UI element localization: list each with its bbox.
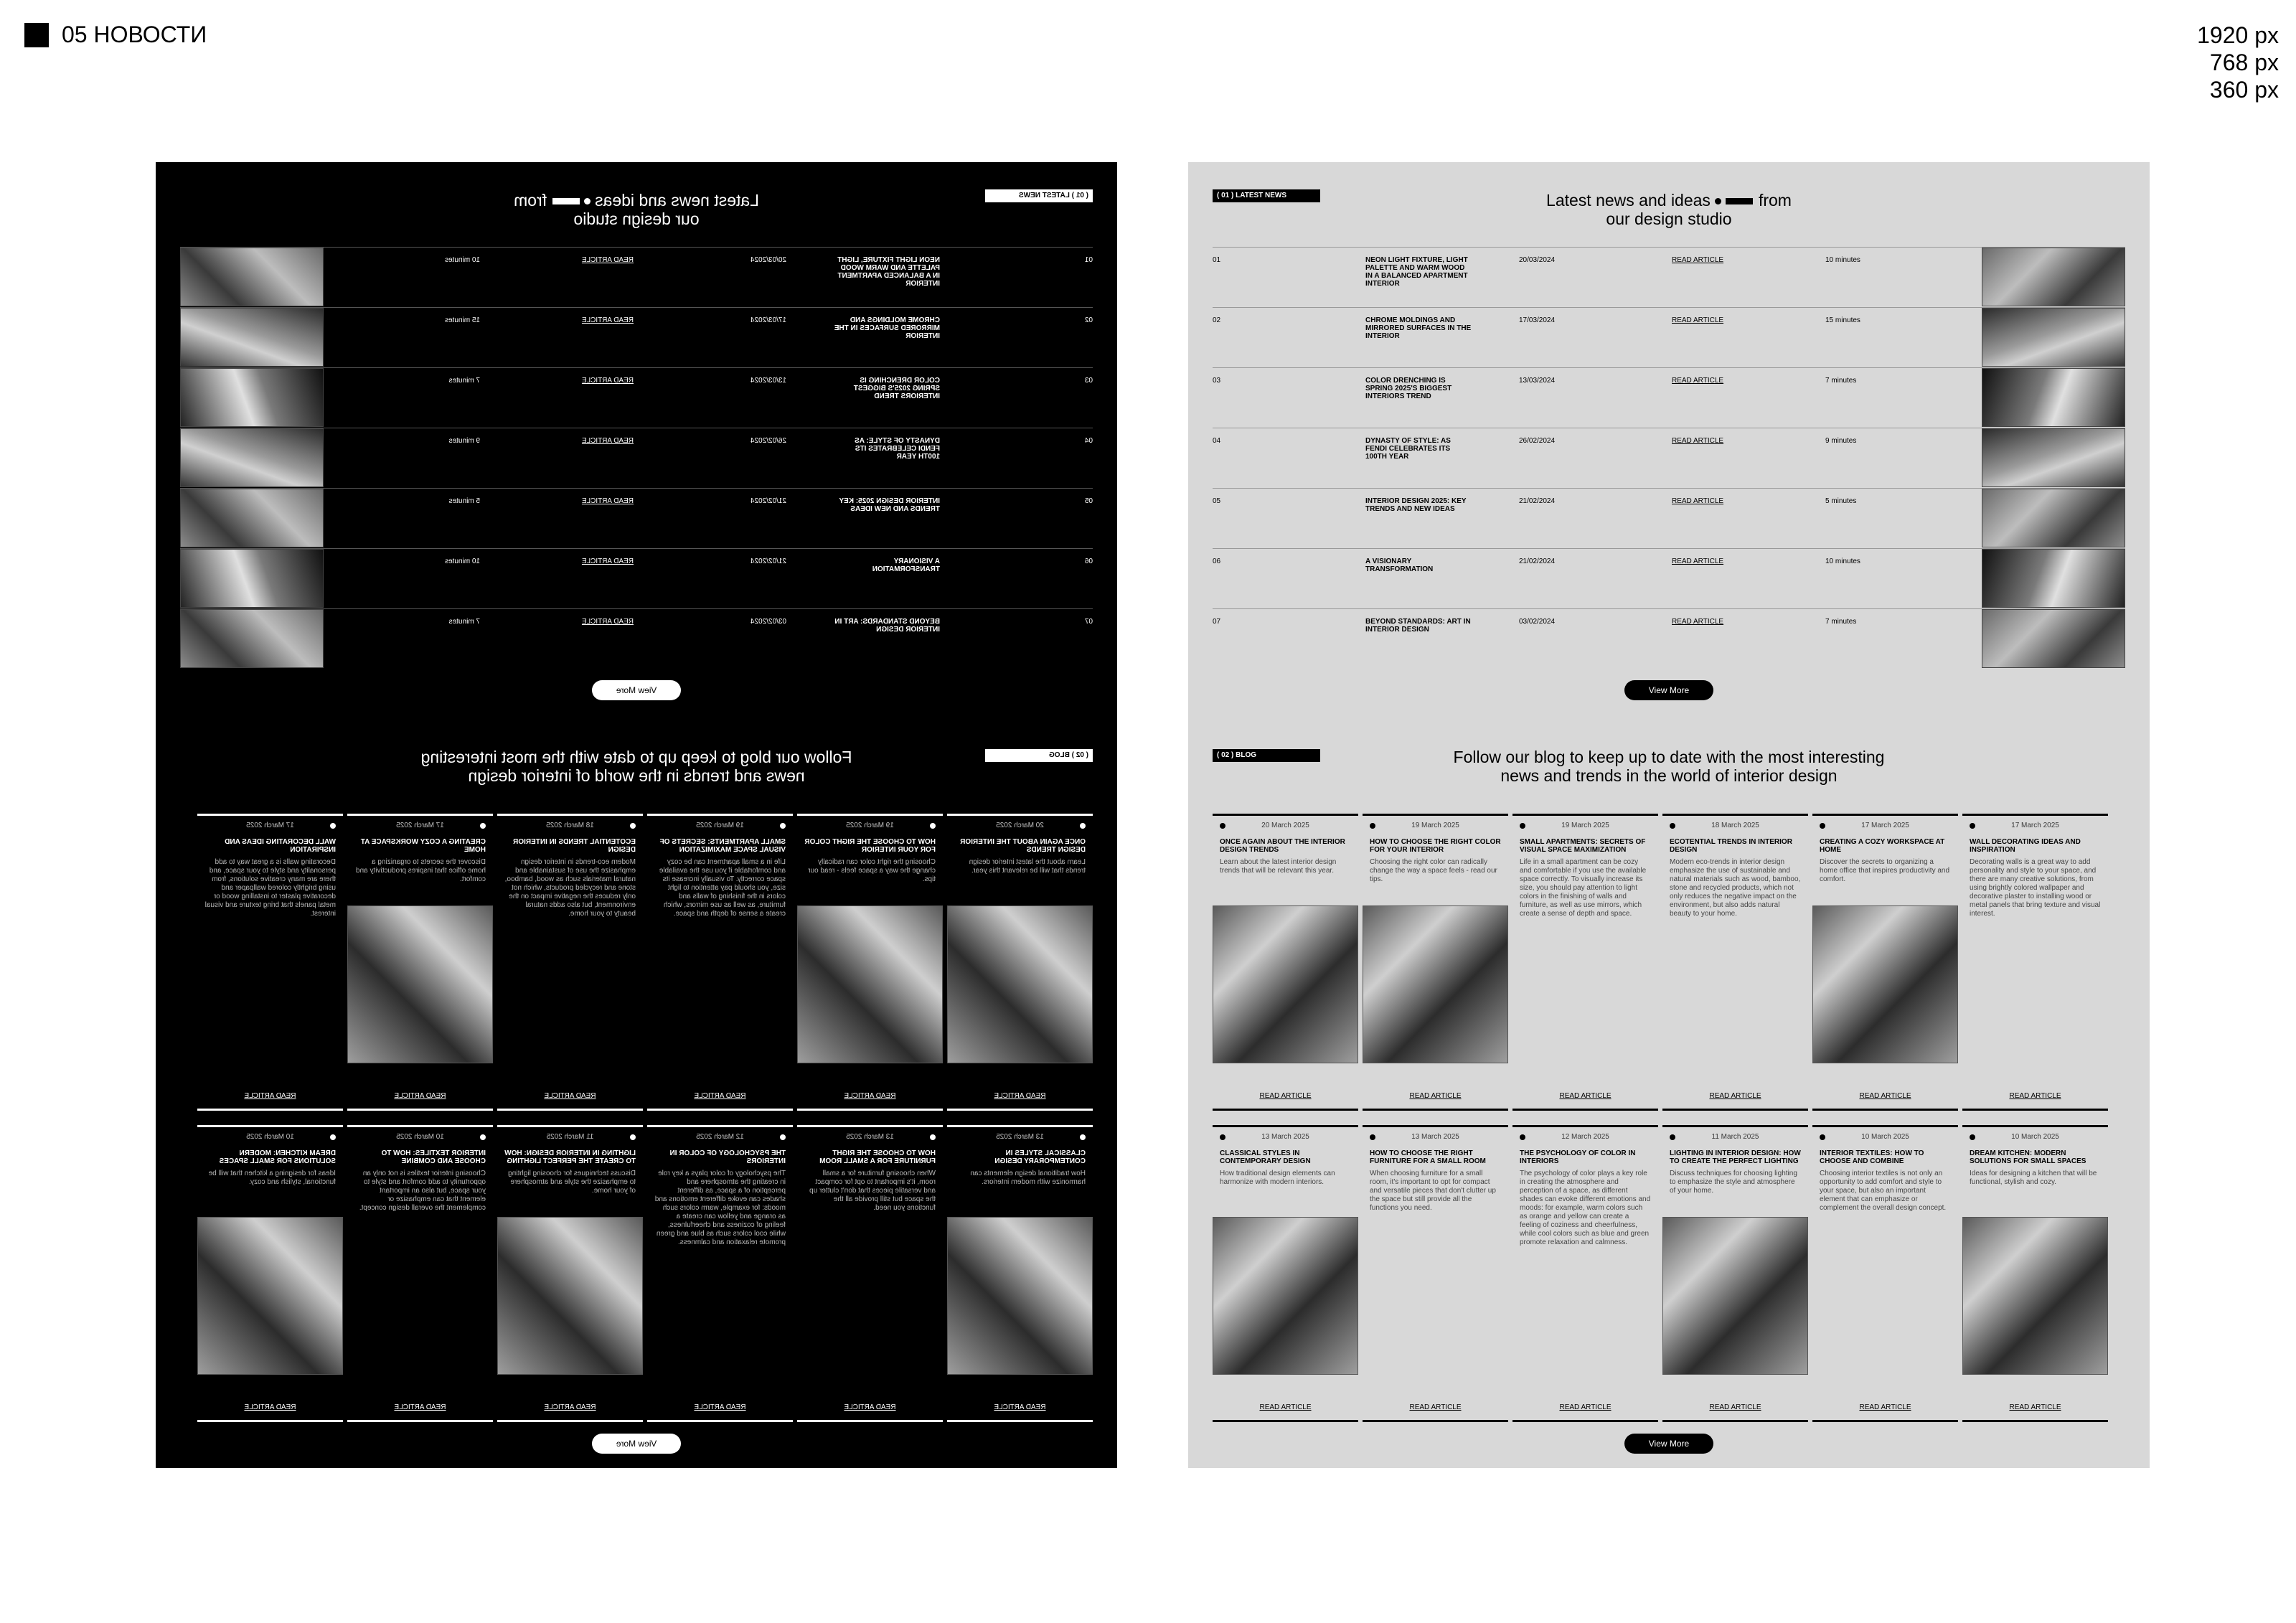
news-row[interactable]	[180, 428, 1093, 488]
read-article-link[interactable]: READ ARTICLE	[581, 618, 634, 626]
news-row[interactable]	[180, 548, 1093, 608]
blog-card[interactable]	[1363, 1125, 1508, 1422]
read-article-link[interactable]: READ ARTICLE	[1859, 1092, 1911, 1100]
read-article-link[interactable]: READ ARTICLE	[1672, 437, 1724, 445]
read-time: 7 minutes	[448, 618, 480, 626]
card-date: 11 March 2025	[546, 1133, 594, 1141]
card-text: The psychology of color plays a key role in creating the atmosphere and perception of a space, as different shades can evoke different emotions and moods: for example, warm colors such as orange and yellow can create a feeling of coziness and cheerfulness, while cool colors such as blue and green promote relaxation and calmness.	[654, 1170, 786, 1246]
card-image	[1662, 1217, 1808, 1375]
card-date: 20 March 2025	[1261, 822, 1309, 829]
news-date: 13/03/2024	[1519, 377, 1556, 385]
news-row[interactable]	[1213, 488, 2125, 548]
read-article-link[interactable]: READ ARTICLE	[394, 1092, 446, 1100]
blog-tag: ( 02 ) BLOG	[1213, 749, 1320, 762]
blog-header	[180, 742, 1093, 814]
blog-card[interactable]	[347, 1125, 493, 1422]
read-article-link[interactable]: READ ARTICLE	[994, 1403, 1046, 1411]
card-text: Modern eco-trends in interior design emphasize the use of sustainable and natural materials such as wood, bamboo, stone and recycled products, which not only reduces the negative impact on the environment, but also adds natural beauty to your home.	[1670, 858, 1801, 918]
title-bar-icon	[1726, 198, 1753, 204]
card-title: CLASSICAL STYLES IN CONTEMPORARY DESIGN	[994, 1149, 1086, 1165]
news-title-text: INTERIOR DESIGN 2025: KEY TRENDS AND NEW IDEAS	[839, 497, 940, 513]
news-date: 21/02/2024	[1519, 558, 1556, 565]
news-thumbnail	[1982, 489, 2125, 547]
news-thumbnail	[180, 489, 324, 547]
news-date: 21/02/2024	[750, 497, 786, 505]
news-thumbnail	[180, 248, 324, 306]
card-title: CREATING A COZY WORKSPACE AT HOME	[1820, 838, 1945, 854]
card-text: Life in a small apartment can be cozy and comfortable if you use the available space correctly. To visually increase its size, you should pay attention to light colors in the finishing of walls and furniture, as well as use mirrors, which create a sense of depth and space.	[1520, 858, 1647, 918]
card-date: 10 March 2025	[1861, 1133, 1909, 1141]
news-number: 07	[1213, 618, 1221, 626]
news-date: 20/03/2024	[750, 256, 786, 264]
blog-card[interactable]	[197, 814, 343, 1111]
card-title: SMALL APARTMENTS: SECRETS OF VISUAL SPACE MAXIMIZATION	[659, 838, 786, 854]
news-title-from: from	[514, 191, 547, 210]
card-text: How traditional design elements can harmonize with modern interiors.	[970, 1170, 1086, 1186]
card-title: HOW TO CHOOSE THE RIGHT FURNITURE FOR A SMALL ROOM	[1370, 1149, 1486, 1165]
news-number: 01	[1084, 256, 1093, 264]
news-title-line1: Latest news and ideas	[1546, 191, 1711, 210]
blog-card[interactable]	[947, 814, 1093, 1111]
news-date: 03/02/2024	[1519, 618, 1556, 626]
read-article-link[interactable]: READ ARTICLE	[581, 377, 634, 385]
news-date: 13/03/2024	[750, 377, 786, 385]
panel-content	[180, 162, 1093, 1468]
news-thumbnail	[1982, 368, 2125, 427]
blog-card[interactable]	[497, 814, 643, 1111]
blog-card[interactable]	[1662, 1125, 1808, 1422]
read-time: 15 minutes	[1825, 316, 1860, 324]
card-date: 13 March 2025	[1411, 1133, 1459, 1141]
card-date: 13 March 2025	[996, 1133, 1044, 1141]
card-title: HOW TO CHOOSE THE RIGHT COLOR FOR YOUR INTERIOR	[1370, 838, 1501, 854]
card-image	[1812, 905, 1958, 1063]
read-time: 10 minutes	[445, 558, 480, 565]
news-date: 17/03/2024	[1519, 316, 1556, 324]
view-more-button[interactable]: View More	[592, 680, 681, 700]
read-article-link[interactable]: READ ARTICLE	[1672, 316, 1724, 324]
card-date: 12 March 2025	[1561, 1133, 1609, 1141]
news-title-text: CHROME MOLDINGS AND MIRRORED SURFACES IN THE INTERIOR	[834, 316, 940, 340]
card-title: WALL DECORATING IDEAS AND INSPIRATION	[225, 838, 336, 854]
news-row[interactable]	[180, 247, 1093, 307]
read-article-link[interactable]: READ ARTICLE	[1672, 618, 1724, 626]
read-time: 7 minutes	[1825, 618, 1857, 626]
blog-card[interactable]	[197, 1125, 343, 1422]
news-title-text: BEYOND STANDARDS: ART IN INTERIOR DESIGN	[834, 618, 940, 634]
card-text: Decorating walls is a great way to add personality and style to your space, and there are many creative solutions, from using brightly colored wallpaper and decorative plaster to installing wood or metal panels that bring texture and visual interest.	[204, 858, 336, 918]
read-time: 10 minutes	[1825, 558, 1860, 565]
read-time: 5 minutes	[448, 497, 480, 505]
size-desktop: 1920 px	[2197, 22, 2279, 48]
news-title	[1418, 191, 1920, 228]
card-text: Discover the secrets to organizing a home office that inspires productivity and comfort.	[355, 858, 486, 883]
dark-mirrored-panel	[156, 162, 1117, 1468]
news-row[interactable]	[1213, 428, 2125, 488]
blog-card[interactable]	[1512, 814, 1658, 1111]
read-time: 10 minutes	[1825, 256, 1860, 264]
card-text: How traditional design elements can harmonize with modern interiors.	[1220, 1170, 1335, 1186]
news-title	[385, 191, 888, 228]
news-tag: ( 01 ) LATEST NEWS	[985, 189, 1093, 202]
read-time: 15 minutes	[445, 316, 480, 324]
read-article-link[interactable]: READ ARTICLE	[1859, 1403, 1911, 1411]
card-title: LIGHTING IN INTERIOR DESIGN: HOW TO CREATE THE PERFECT LIGHTING	[1670, 1149, 1801, 1165]
news-title-text: NEON LIGHT FIXTURE, LIGHT PALETTE AND WARM WOOD IN A BALANCED APARTMENT INTERIOR	[1365, 256, 1468, 288]
title-dot-icon	[584, 198, 591, 204]
card-date: 13 March 2025	[1261, 1133, 1309, 1141]
card-image	[797, 905, 943, 1063]
card-text: Modern eco-trends in interior design emphasize the use of sustainable and natural materials such as wood, bamboo, stone and recycled products, which not only reduces the negative impact on the environment, but also adds natural beauty to your home.	[504, 858, 636, 918]
blog-card[interactable]	[947, 1125, 1093, 1422]
blog-card[interactable]	[1812, 1125, 1958, 1422]
card-image	[947, 905, 1093, 1063]
blog-card[interactable]	[1512, 1125, 1658, 1422]
card-title: THE PSYCHOLOGY OF COLOR IN INTERIORS	[1520, 1149, 1636, 1165]
card-text: Choosing interior textiles is not only an opportunity to add comfort and style to your space, but also an important element that can emphasize or complement the overall design concept.	[359, 1170, 486, 1212]
read-article-link[interactable]: READ ARTICLE	[581, 437, 634, 445]
blog-card[interactable]	[347, 814, 493, 1111]
news-title-text: A VISIONARY TRANSFORMATION	[1365, 558, 1434, 573]
read-article-link[interactable]: READ ARTICLE	[581, 316, 634, 324]
blog-card[interactable]	[1213, 814, 1358, 1111]
blog-card[interactable]	[797, 1125, 943, 1422]
card-image	[1363, 905, 1508, 1063]
card-image	[1962, 1217, 2108, 1375]
news-row[interactable]	[1213, 367, 2125, 428]
read-article-link[interactable]: READ ARTICLE	[581, 497, 634, 505]
news-title-text: CHROME MOLDINGS AND MIRRORED SURFACES IN THE INTERIOR	[1365, 316, 1472, 340]
news-row[interactable]	[180, 307, 1093, 367]
news-title-line2: our design studio	[573, 210, 700, 228]
news-date: 26/02/2024	[1519, 437, 1556, 445]
read-article-link[interactable]: READ ARTICLE	[1259, 1403, 1312, 1411]
blog-cards-row	[1213, 814, 2125, 1111]
card-title: ONCE AGAIN ABOUT THE INTERIOR DESIGN TRENDS	[960, 838, 1086, 854]
card-title: INTERIOR TEXTILES: HOW TO CHOOSE AND COMBINE	[1820, 1149, 1924, 1165]
news-row[interactable]	[180, 367, 1093, 428]
light-panel	[1188, 162, 2150, 1468]
card-text: Ideas for designing a kitchen that will be functional, stylish and cozy.	[208, 1170, 336, 1186]
read-article-link[interactable]: READ ARTICLE	[1709, 1092, 1761, 1100]
blog-header	[1213, 742, 2125, 814]
card-date: 10 March 2025	[246, 1133, 294, 1141]
news-title-text: BEYOND STANDARDS: ART IN INTERIOR DESIGN	[1365, 618, 1471, 634]
view-more-button[interactable]: View More	[1624, 680, 1713, 700]
blog-card[interactable]	[1662, 814, 1808, 1111]
title-dot-icon	[1715, 198, 1721, 204]
news-number: 04	[1084, 437, 1093, 445]
card-date: 19 March 2025	[1561, 822, 1609, 829]
read-article-link[interactable]: READ ARTICLE	[544, 1092, 596, 1100]
read-article-link[interactable]: READ ARTICLE	[244, 1092, 296, 1100]
blog-card[interactable]	[1962, 1125, 2108, 1422]
news-thumbnail	[1982, 428, 2125, 487]
card-title: ECOTENTIAL TRENDS IN INTERIOR DESIGN	[513, 838, 636, 854]
card-text: Decorating walls is a great way to add personality and style to your space, and there are many creative solutions, from using brightly colored wallpaper and decorative plaster to installing wood or metal panels that bring texture and visual interest.	[1970, 858, 2101, 918]
read-article-link[interactable]: READ ARTICLE	[994, 1092, 1046, 1100]
read-article-link[interactable]: READ ARTICLE	[1259, 1092, 1312, 1100]
card-text: Choosing interior textiles is not only an opportunity to add comfort and style to your space, but also an important element that can emphasize or complement the overall design concept.	[1820, 1170, 1947, 1212]
blog-title-line2: news and trends in the world of interior design	[468, 766, 805, 785]
news-title-line1: Latest news and ideas	[595, 191, 759, 210]
card-date: 20 March 2025	[996, 822, 1044, 829]
news-number: 01	[1213, 256, 1221, 264]
card-text: Discuss techniques for choosing lighting to emphasize the style and atmosphere of your home.	[1670, 1170, 1797, 1195]
news-thumbnail	[180, 549, 324, 608]
card-image	[197, 1217, 343, 1375]
card-title: ECOTENTIAL TRENDS IN INTERIOR DESIGN	[1670, 838, 1792, 854]
view-more-button[interactable]: View More	[592, 1434, 681, 1454]
size-mobile: 360 px	[2209, 77, 2279, 103]
read-time: 7 minutes	[1825, 377, 1857, 385]
news-list	[1213, 247, 2125, 669]
card-text: Discover the secrets to organizing a home office that inspires productivity and comfort.	[1820, 858, 1950, 883]
card-title: CLASSICAL STYLES IN CONTEMPORARY DESIGN	[1220, 1149, 1311, 1165]
card-title: CREATING A COZY WORKSPACE AT HOME	[360, 838, 486, 854]
read-article-link[interactable]: READ ARTICLE	[694, 1403, 746, 1411]
read-article-link[interactable]: READ ARTICLE	[1559, 1092, 1612, 1100]
card-text: Choosing the right color can radically change the way a space feels - read our tips.	[808, 858, 936, 883]
read-article-link[interactable]: READ ARTICLE	[1672, 256, 1724, 264]
news-number: 05	[1213, 497, 1221, 505]
blog-title-line1: Follow our blog to keep up to date with the most interesting	[420, 748, 852, 766]
card-title: ONCE AGAIN ABOUT THE INTERIOR DESIGN TRENDS	[1220, 838, 1345, 854]
size-tablet: 768 px	[2209, 50, 2279, 75]
read-article-link[interactable]: READ ARTICLE	[844, 1403, 896, 1411]
blog-cards-row	[1213, 1125, 2125, 1422]
read-article-link[interactable]: READ ARTICLE	[1559, 1403, 1612, 1411]
news-title-text: DYNASTY OF STYLE: AS FENDI CELEBRATES ITS 100TH YEAR	[1365, 437, 1451, 461]
blog-card[interactable]	[797, 814, 943, 1111]
card-text: When choosing furniture for a small room, it's important to opt for compact and versatile pieces that don't clutter up the space but still provide all the functions you need.	[1370, 1170, 1496, 1212]
news-title-line2: our design studio	[1606, 210, 1732, 228]
card-title: LIGHTING IN INTERIOR DESIGN: HOW TO CREATE THE PERFECT LIGHTING	[504, 1149, 636, 1165]
card-image	[1213, 1217, 1358, 1375]
news-number: 06	[1084, 558, 1093, 565]
blog-title	[357, 748, 916, 785]
card-date: 18 March 2025	[546, 822, 594, 829]
news-title-from: from	[1758, 191, 1792, 210]
news-title-text: DYNASTY OF STYLE: AS FENDI CELEBRATES ITS 100TH YEAR	[855, 437, 940, 461]
news-date: 21/02/2024	[750, 558, 786, 565]
panel-content	[1213, 162, 2125, 1468]
news-thumbnail	[1982, 248, 2125, 306]
news-number: 07	[1084, 618, 1093, 626]
news-row[interactable]	[1213, 608, 2125, 669]
news-number: 02	[1084, 316, 1093, 324]
news-number: 02	[1213, 316, 1221, 324]
news-number: 05	[1084, 497, 1093, 505]
news-title-text: COLOR DRENCHING IS SPRING 2025'S BIGGEST INTERIORS TREND	[853, 377, 940, 400]
view-more-button[interactable]: View More	[1624, 1434, 1713, 1454]
blog-card[interactable]	[647, 1125, 793, 1422]
news-tag: ( 01 ) LATEST NEWS	[1213, 189, 1320, 202]
card-date: 18 March 2025	[1711, 822, 1759, 829]
card-date: 11 March 2025	[1711, 1133, 1759, 1141]
read-time: 7 minutes	[448, 377, 480, 385]
read-article-link[interactable]: READ ARTICLE	[2009, 1092, 2061, 1100]
news-thumbnail	[1982, 549, 2125, 608]
read-article-link[interactable]: READ ARTICLE	[1409, 1403, 1462, 1411]
read-article-link[interactable]: READ ARTICLE	[2009, 1403, 2061, 1411]
blog-card[interactable]	[1812, 814, 1958, 1111]
card-date: 17 March 2025	[1861, 822, 1909, 829]
card-text: Choosing the right color can radically change the way a space feels - read our tips.	[1370, 858, 1497, 883]
read-article-link[interactable]: READ ARTICLE	[1709, 1403, 1761, 1411]
news-thumbnail	[180, 308, 324, 367]
title-bar-icon	[552, 198, 580, 204]
card-title: DREAM KITCHEN: MODERN SOLUTIONS FOR SMALL SPACES	[219, 1149, 336, 1165]
card-text: Learn about the latest interior design trends that will be relevant this year.	[969, 858, 1086, 875]
card-date: 17 March 2025	[396, 822, 444, 829]
card-date: 10 March 2025	[396, 1133, 444, 1141]
card-text: The psychology of color plays a key role in creating the atmosphere and perception of a space, as different shades can evoke different emotions and moods: for example, warm colors such as orange and yellow can create a feeling of coziness and cheerfulness, while cool colors such as blue and green promote relaxation and calmness.	[1520, 1170, 1651, 1246]
card-image	[1213, 905, 1358, 1063]
card-date: 19 March 2025	[846, 822, 894, 829]
news-title-text: NEON LIGHT FIXTURE, LIGHT PALETTE AND WARM WOOD IN A BALANCED APARTMENT INTERIOR	[837, 256, 940, 288]
read-time: 9 minutes	[1825, 437, 1857, 445]
blog-title-line2: news and trends in the world of interior design	[1500, 766, 1838, 785]
blog-title	[1389, 748, 1949, 785]
blog-card[interactable]	[497, 1125, 643, 1422]
news-date: 26/02/2024	[750, 437, 786, 445]
blog-card[interactable]	[1962, 814, 2108, 1111]
card-image	[947, 1217, 1093, 1375]
news-row[interactable]	[1213, 548, 2125, 608]
card-title: HOW TO CHOOSE THE RIGHT FURNITURE FOR A SMALL ROOM	[819, 1149, 936, 1165]
card-date: 19 March 2025	[696, 822, 744, 829]
news-thumbnail	[1982, 609, 2125, 668]
page-header	[24, 22, 207, 48]
card-date: 12 March 2025	[696, 1133, 744, 1141]
card-date: 17 March 2025	[246, 822, 294, 829]
read-article-link[interactable]: READ ARTICLE	[1409, 1092, 1462, 1100]
blog-card[interactable]	[1363, 814, 1508, 1111]
news-title-text: A VISIONARY TRANSFORMATION	[872, 558, 940, 573]
card-title: HOW TO CHOOSE THE RIGHT COLOR FOR YOUR INTERIOR	[804, 838, 936, 854]
read-article-link[interactable]: READ ARTICLE	[844, 1092, 896, 1100]
card-image	[497, 1217, 643, 1375]
read-article-link[interactable]: READ ARTICLE	[394, 1403, 446, 1411]
news-date: 03/02/2024	[750, 618, 786, 626]
card-title: DREAM KITCHEN: MODERN SOLUTIONS FOR SMALL SPACES	[1970, 1149, 2086, 1165]
news-number: 06	[1213, 558, 1221, 565]
blog-title-line1: Follow our blog to keep up to date with the most interesting	[1453, 748, 1885, 766]
blog-card[interactable]	[647, 814, 793, 1111]
blog-cards-row	[180, 1125, 1093, 1422]
news-header	[1213, 162, 2125, 247]
news-date: 17/03/2024	[750, 316, 786, 324]
news-row[interactable]	[1213, 247, 2125, 307]
card-date: 10 March 2025	[2011, 1133, 2059, 1141]
card-text: Discuss techniques for choosing lighting to emphasize the style and atmosphere of your home.	[508, 1170, 636, 1195]
read-time: 10 minutes	[445, 256, 480, 264]
news-title-text: INTERIOR DESIGN 2025: KEY TRENDS AND NEW IDEAS	[1365, 497, 1467, 513]
news-row[interactable]	[180, 608, 1093, 669]
card-image	[347, 905, 493, 1063]
header-square-icon	[24, 23, 49, 47]
read-article-link[interactable]: READ ARTICLE	[1672, 558, 1724, 565]
card-title: INTERIOR TEXTILES: HOW TO CHOOSE AND COMBINE	[381, 1149, 486, 1165]
card-title: WALL DECORATING IDEAS AND INSPIRATION	[1970, 838, 2081, 854]
read-article-link[interactable]: READ ARTICLE	[581, 558, 634, 565]
read-time: 9 minutes	[448, 437, 480, 445]
read-time: 5 minutes	[1825, 497, 1857, 505]
card-text: When choosing furniture for a small room, it's important to opt for compact and versatile pieces that don't clutter up the space but still provide all the functions you need.	[809, 1170, 936, 1212]
news-row[interactable]	[180, 488, 1093, 548]
card-date: 17 March 2025	[2011, 822, 2059, 829]
card-text: Life in a small apartment can be cozy and comfortable if you use the available space correctly. To visually increase its size, you should pay attention to light colors in the finishing of walls and furniture, as well as use mirrors, which create a sense of depth and space.	[659, 858, 786, 918]
read-article-link[interactable]: READ ARTICLE	[1672, 497, 1724, 505]
news-number: 03	[1084, 377, 1093, 385]
page-title: 05 НОВОСТИ	[62, 22, 207, 47]
read-article-link[interactable]: READ ARTICLE	[244, 1403, 296, 1411]
news-thumbnail	[180, 609, 324, 668]
read-article-link[interactable]: READ ARTICLE	[694, 1092, 746, 1100]
news-thumbnail	[1982, 308, 2125, 367]
news-thumbnail	[180, 428, 324, 487]
blog-card[interactable]	[1213, 1125, 1358, 1422]
card-date: 19 March 2025	[1411, 822, 1459, 829]
blog-cards-row	[180, 814, 1093, 1111]
read-article-link[interactable]: READ ARTICLE	[544, 1403, 596, 1411]
news-header	[180, 162, 1093, 247]
card-text: Learn about the latest interior design trends that will be relevant this year.	[1220, 858, 1337, 875]
news-thumbnail	[180, 368, 324, 427]
news-number: 03	[1213, 377, 1221, 385]
card-title: SMALL APARTMENTS: SECRETS OF VISUAL SPACE MAXIMIZATION	[1520, 838, 1646, 854]
news-title-text: COLOR DRENCHING IS SPRING 2025'S BIGGEST INTERIORS TREND	[1365, 377, 1452, 400]
news-list	[180, 247, 1093, 669]
card-text: Ideas for designing a kitchen that will be functional, stylish and cozy.	[1970, 1170, 2097, 1186]
blog-tag: ( 02 ) BLOG	[985, 749, 1093, 762]
news-row[interactable]	[1213, 307, 2125, 367]
news-date: 21/02/2024	[1519, 497, 1556, 505]
read-article-link[interactable]: READ ARTICLE	[581, 256, 634, 264]
news-number: 04	[1213, 437, 1221, 445]
news-date: 20/03/2024	[1519, 256, 1556, 264]
card-title: THE PSYCHOLOGY OF COLOR IN INTERIORS	[669, 1149, 786, 1165]
read-article-link[interactable]: READ ARTICLE	[1672, 377, 1724, 385]
card-date: 13 March 2025	[846, 1133, 894, 1141]
breakpoint-sizes	[2197, 22, 2279, 103]
